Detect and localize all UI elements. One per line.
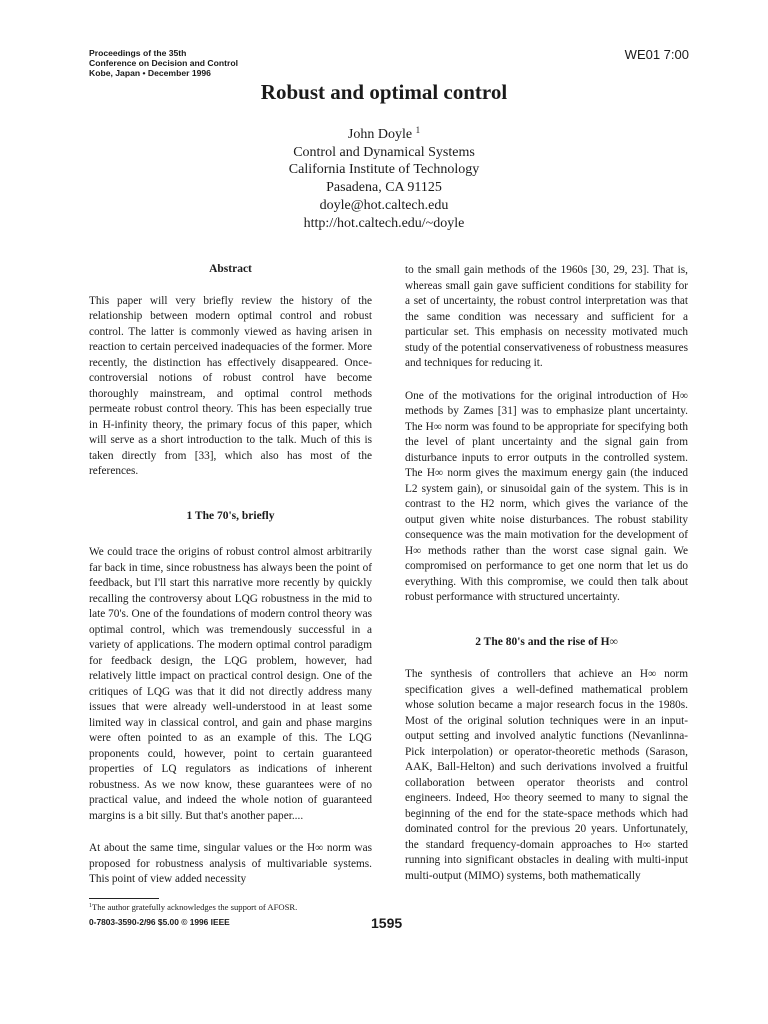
left-column [89,262,372,905]
venue-header [89,48,238,78]
copyright-line: 0-7803-3590-2/96 $5.00 © 1996 IEEE [89,917,230,927]
abstract-heading: Abstract [209,263,252,275]
venue-line-1: Proceedings of the 35th [89,48,187,58]
section-2-heading: 2 The 80's and the rise of H∞ [475,635,618,648]
url-line: http://hot.caltech.edu/~doyle [303,215,465,231]
email-line: doyle@hot.caltech.edu [319,197,449,213]
section-1-heading: 1 The 70's, briefly [186,509,275,522]
session-code: WE01 7:00 [624,47,689,62]
footnote-rule [89,898,159,899]
abstract-paragraph: This paper will very briefly review the history of the relationship between modern optimal control and robust control. The latter is commonly viewed as having arisen in reaction to certain perceived inadequacies of the former. More recently, the distinction has effectively disappeared. Once-controversial notions of robust control have become thoroughly mainstream, and optimal control methods permeate robust control theory. This has been especially true in H-infinity theory, the primary focus of this paper, which will serve as a short introduction to the talk. Much of this is taken directly from [33], which also has most of the references. [89,294,372,477]
venue-line-3: Kobe, Japan • December 1996 [89,68,211,78]
page-number: 1595 [371,915,403,931]
affiliation-line: Control and Dynamical Systems [293,144,475,160]
institution-line: California Institute of Technology [288,162,480,178]
author-footnote-mark: 1 [415,125,421,135]
footnote [89,901,379,912]
paper-title: Robust and optimal control [260,80,508,104]
footnote-text: The author gratefully acknowledges the support of AFOSR. [92,902,298,912]
author-name-line [0,122,768,144]
venue-line-2: Conference on Decision and Control [89,58,238,68]
right-paragraph-2: One of the motivations for the original introduction of H∞ methods by Zames [31] was to emphasize plant uncertainty. The H∞ norm was found to be appropriate for specifying both the level of plant uncertainty and the signal gain from disturbance inputs to error outputs in the controlled system. The H∞ norm gives the maximum energy gain (the induced L2 system gain), or sinusoidal gain of the system. This is in contrast to the H2 norm, which gives the variance of the output given white noise disturbances. The robust stability consequence was the main motivation for the development of H∞ methods rather than the worst case signal gain. We compromised on performance to get one norm that let us do everything. With this compromise, we could then talk about robust performance with structured uncertainty. [405,389,688,603]
right-column [405,263,688,901]
address-line: Pasadena, CA 91125 [326,180,442,196]
section-1-paragraph-2: At about the same time, singular values or the H∞ norm was proposed for robustness analysis of multivariable systems. This point of view added necessity [89,842,372,885]
section-1-paragraph-1: We could trace the origins of robust control almost arbitrarily far back in time, since robustness has always been the point of feedback, but I'll start this narrative more recently by quickly recalling the controversy about LQG robustness in the mid to late 70's. One of the foundations of modern control theory was optimal control, which was tremendously successful in a variety of applications. The modern optimal control paradigm for feedback design, the LQG problem, however, had relatively little impact on practical control design. One of the critiques of LQG was that it did not directly address many issues that were already well-understood in at least some limited way in classical control, and gain and phase margins were often pointed to as an example of this. The LQG proponents could, however, point to certain guaranteed properties of LQ regulators as indications of inherent robustness. As we now know, these guarantees were of no practical value, and indeed the whole notion of guaranteed margins is a bit silly. But that's another paper.... [89,546,372,822]
author-block [0,122,768,232]
author-name: John Doyle [347,127,413,142]
section-2-paragraph-1: The synthesis of controllers that achieve an H∞ norm specification gives a well-defined mathematical problem whose solution became a major research focus in the 1980s. Most of the original solution techniques were in an input-output setting and involved analytic functions (Nevanlinna-Pick interpolation) or operator-theoretic methods (Sarason, AAK, Ball-Helton) and such derivations involved a fruitful collaboration between operator theorists and control engineers. Indeed, H∞ theory seemed to many to signal the beginning of the end for the state-space methods which had dominated control for the previous 20 years. Unfortunately, the standard frequency-domain approaches to H∞ started running into significant obstacles in dealing with multi-input multi-output (MIMO) systems, both mathematically [405,668,688,882]
right-paragraph-1: to the small gain methods of the 1960s [30, 29, 23]. That is, whereas small gain gave sufficient conditions for stability for a set of uncertainty, the robust control interpretation was that the same condition was necessary and sufficient for a particular set. This emphasis on necessity motivated much study of the potential conservativeness of robustness measures and techniques for reducing it. [405,264,688,369]
footnote-mark: 1 [89,903,92,909]
